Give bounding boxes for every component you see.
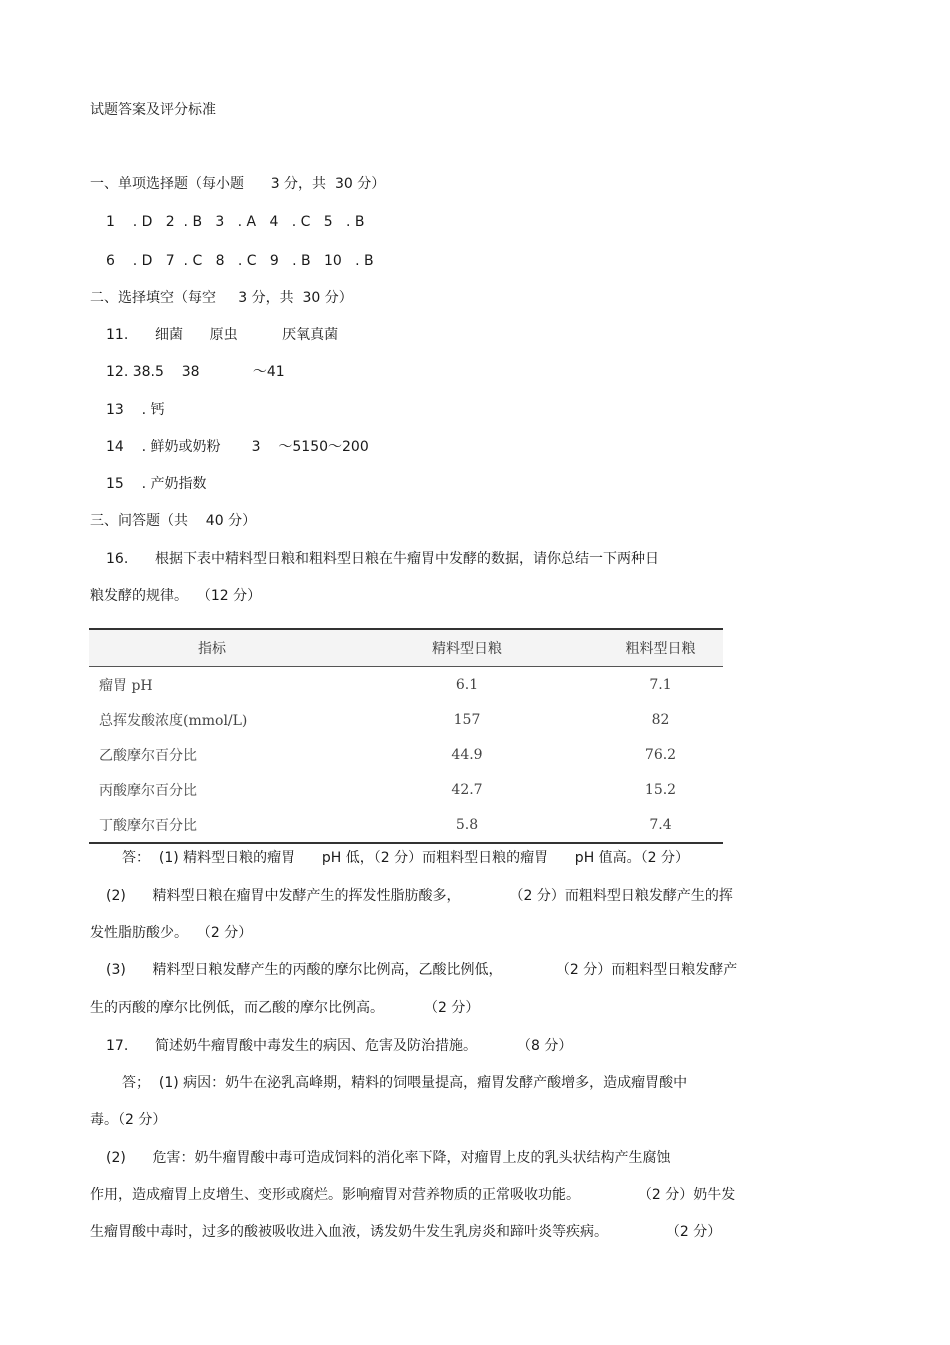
table-cell: 丙酸摩尔百分比 — [99, 782, 197, 799]
table-cell: 5.8 — [336, 807, 598, 843]
table-cell: 瘤胃 pH — [99, 677, 153, 694]
table-cell: 42.7 — [451, 781, 483, 798]
answer-q12: 12. 38.5 38 ～41 — [106, 364, 285, 380]
table-cell: 乙酸摩尔百分比 — [99, 747, 197, 764]
table-cell: 15.2 — [644, 781, 677, 798]
table-cell: 丁酸摩尔百分比 — [89, 807, 336, 843]
answer-q11: 11. 细菌 原虫 厌氧真菌 — [106, 327, 339, 343]
table-cell: 82 — [651, 711, 670, 728]
section1-heading: 一、单项选择题（每小题 3 分，共 30 分） — [90, 176, 386, 192]
answer-16-point1: 答： (1) 精料型日粮的瘤胃 pH 低，（2 分）而粗料型日粮的瘤胃 pH 值高。（2 分） — [122, 850, 690, 866]
table-header-roughage: 粗料型日粮 — [598, 629, 723, 667]
answer-16-point2-line2: 发性脂肪酸少。 （2 分） — [90, 925, 253, 941]
answer-16-point3-line2: 生的丙酸的摩尔比例低，而乙酸的摩尔比例高。 （2 分） — [90, 1000, 480, 1016]
answer-16-point2-line1: (2) 精料型日粮在瘤胃中发酵产生的挥发性脂肪酸多， （2 分）而粗料型日粮发酵产生的挥 — [106, 888, 733, 904]
table-row — [89, 807, 723, 843]
answer-17-point1-line1: 答； (1) 病因：奶牛在泌乳高峰期，精料的饲喂量提高，瘤胃发酵产酸增多，造成瘤胃酸中 — [122, 1075, 688, 1091]
section3-heading: 三、问答题（共 40 分） — [90, 513, 257, 529]
answer-17-point2-line2: 作用，造成瘤胃上皮增生、变形或腐烂。影响瘤胃对营养物质的正常吸收功能。 （2 分）奶牛发 — [90, 1187, 736, 1203]
section2-heading: 二、选择填空（每空 3 分，共 30 分） — [90, 290, 353, 306]
table-cell: 总挥发酸浓度(mmol/L) — [99, 712, 248, 729]
page-title: 试题答案及评分标准 — [90, 102, 216, 118]
section1-answers-row1: 1 . D 2 . B 3 . A 4 . C 5 . B — [106, 214, 365, 230]
table-cell: 76.2 — [644, 746, 677, 763]
answer-q14: 14 . 鲜奶或奶粉 3 ～5150～200 — [106, 439, 369, 455]
section1-answers-row2: 6 . D 7 . C 8 . C 9 . B 10 . B — [106, 253, 374, 269]
table-row — [89, 667, 723, 703]
table-header-concentrate: 精料型日粮 — [336, 629, 598, 667]
answer-17-point2-line1: (2) 危害：奶牛瘤胃酸中毒可造成饲料的消化率下降，对瘤胃上皮的乳头状结构产生腐蚀 — [106, 1150, 671, 1166]
rumen-fermentation-table — [89, 628, 723, 844]
question-17: 17. 简述奶牛瘤胃酸中毒发生的病因、危害及防治措施。 （8 分） — [106, 1038, 573, 1054]
answer-16-point3-line1: (3) 精料型日粮发酵产生的丙酸的摩尔比例高，乙酸比例低， （2 分）而粗料型日粮发酵产 — [106, 962, 738, 978]
table-cell: 7.1 — [649, 676, 672, 693]
table-header-row — [89, 629, 723, 667]
answer-q15: 15 . 产奶指数 — [106, 476, 207, 492]
answer-q13: 13 . 钙 — [106, 402, 165, 418]
table-cell: 6.1 — [455, 676, 479, 693]
table-cell: 44.9 — [451, 746, 483, 763]
table-cell: 7.4 — [598, 807, 723, 843]
table-row — [89, 702, 723, 737]
question-16-line2: 粮发酵的规律。 （12 分） — [90, 588, 262, 604]
answer-17-point2-line3: 生瘤胃酸中毒时，过多的酸被吸收进入血液，诱发奶牛发生乳房炎和蹄叶炎等疾病。 （2 分） — [90, 1224, 722, 1240]
question-16-line1: 16. 根据下表中精料型日粮和粗料型日粮在牛瘤胃中发酵的数据，请你总结一下两种日 — [106, 551, 659, 567]
answer-17-point1-line2: 毒。（2 分） — [90, 1112, 167, 1128]
table-cell: 157 — [453, 711, 481, 728]
table-row — [89, 737, 723, 772]
table-row — [89, 772, 723, 807]
table-header-indicator: 指标 — [89, 629, 336, 667]
